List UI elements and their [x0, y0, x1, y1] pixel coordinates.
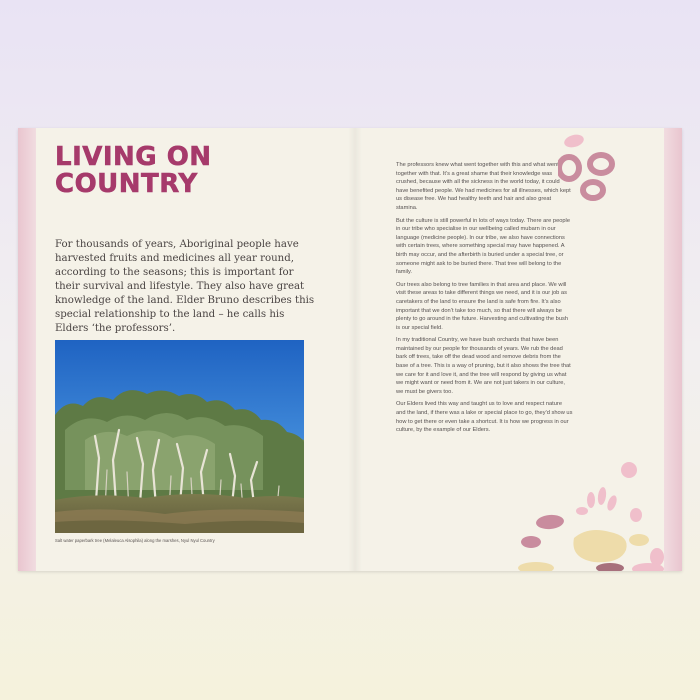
book-spread: [18, 128, 682, 571]
body-paragraph: In my traditional Country, we have bush orchards that have been maintained by our people for thousands of years. We rub the dead bark off trees, take off the dead wood and remove debris from the base of a tree. This is a way of pruning, but it also shows the tree that we care for it and love it, and the tree will respond by giving us what we might want or need from it. We are not just takers in our culture, we must be givers too.: [396, 337, 571, 395]
body-paragraph: The professors knew what went together with this and what went together with that. It’s a great shame that their knowledge was crushed, because with all the sickness in the world today, it could have benefited people. We had medicines for all illnesses, which kept us disease free. We had healthy teeth and hair and also great stamina.: [396, 162, 571, 211]
right-page-text: [396, 161, 573, 439]
body-paragraph: But the culture is still powerful in lots of ways today. There are people in our tribe who specialise in our wellbeing called mubarn in our language (medicine people). In our tribe, we also have connections with certain trees, where something special may have happened. A birth may occur, and the afterbirth is buried under a special tree, or someone might ask to be buried there. That tree will belong to the family.: [396, 217, 570, 276]
intro-paragraph: For thousands of years, Aboriginal people have harvested fruits and medicines all year round, according to the seasons; this is important for their survival and lifestyle. They also have great knowledge of the land. Elder Bruno describes this special relationship to the land – he calls his Elders ‘the professors’.: [55, 239, 315, 334]
body-paragraph: Our trees also belong to tree families in that area and place. We will visit these areas to take different things we need, and it is our job as caretakers of the land to ensure the land is safe from fire. It’s also important that we don’t take too much, so that there will always be plenty to go around in the future. Harvesting and cultivating the bush is our special field.: [396, 281, 568, 331]
paperbark-tree-photo: [55, 340, 304, 533]
page-title-line-2: COUNTRY: [55, 169, 198, 199]
page-title-line-1: LIVING ON: [55, 142, 212, 172]
photo-caption: Salt water paperbark tree (Melaleuca Alsophila) along the marshes, Nyul Nyul Country: [55, 538, 215, 543]
decorative-blobs-bottom: [498, 458, 668, 571]
book-gutter: [348, 128, 362, 571]
decorative-rings-top: [558, 132, 648, 212]
left-page-edge: [18, 128, 36, 571]
page-title: [55, 144, 335, 198]
body-paragraph: Our Elders lived this way and taught us to love and respect nature and the land, if there was a lake or special place to go, they’d show us how to get there or even take a shortcut. It is how we progress in our culture, by the example of our Elders.: [396, 401, 573, 434]
